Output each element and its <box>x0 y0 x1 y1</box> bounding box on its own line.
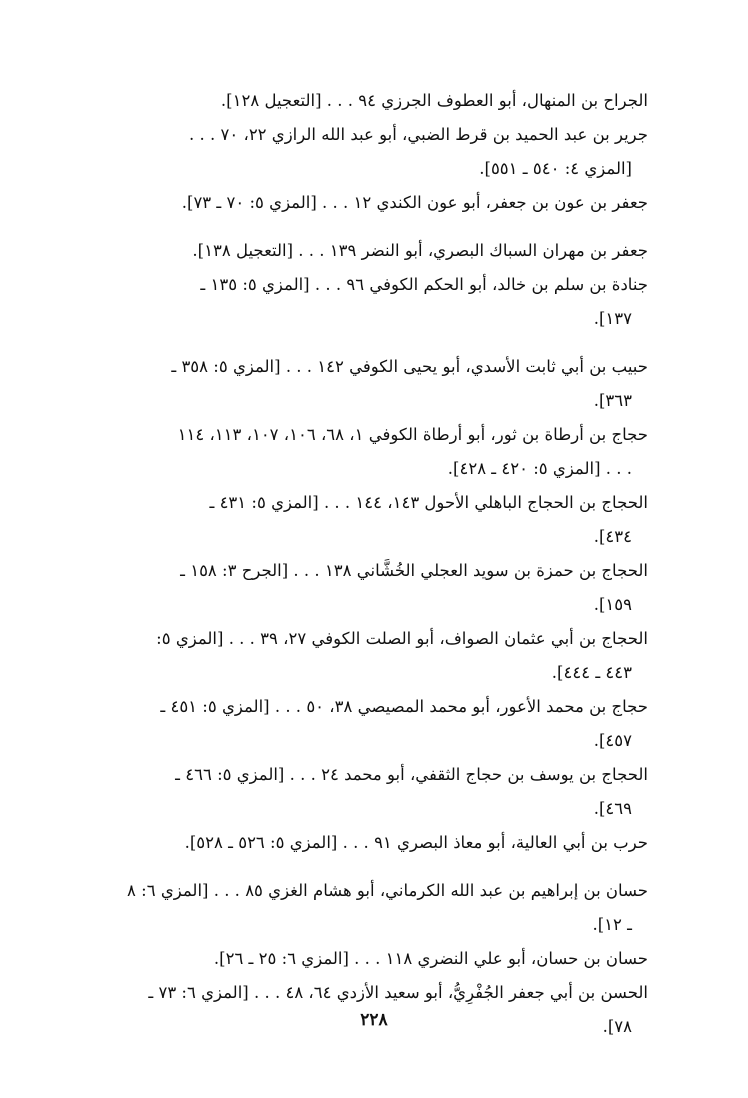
entry-continuation: ١٣٧]. <box>593 309 632 328</box>
entry-text: الجراح بن المنهال، أبو العطوف الجرزي ٩٤ . . . [التعجيل ١٢٨]. <box>220 91 648 110</box>
entry-continuation: ٣٦٣]. <box>593 391 632 410</box>
index-entries <box>88 84 648 1044</box>
spacer <box>88 860 648 874</box>
entry-continuation: ٧٨]. <box>602 1017 632 1036</box>
index-entry <box>88 486 648 554</box>
index-entry <box>88 350 648 418</box>
entry-continuation: ١٥٩]. <box>593 595 632 614</box>
entry-text: الحجاج بن حمزة بن سويد العجلي الخُشَّاني ١٣٨ . . . [الجرح ٣: ١٥٨ ـ <box>180 561 648 580</box>
entry-text: الحجاج بن يوسف بن حجاج الثقفي، أبو محمد ٢٤ . . . [المزي ٥: ٤٦٦ ـ <box>175 765 648 784</box>
page-number: ٢٢٨ <box>360 1010 388 1030</box>
index-entry <box>88 758 648 826</box>
entry-continuation: [المزي ٤: ٥٤٠ ـ ٥٥١]. <box>479 159 632 178</box>
index-entry <box>88 418 648 486</box>
entry-continuation: ٤٥٧]. <box>593 731 632 750</box>
index-entry <box>88 268 648 336</box>
index-entry <box>88 118 648 186</box>
entry-text: حجاج بن محمد الأعور، أبو محمد المصيصي ٣٨، ٥٠ . . . [المزي ٥: ٤٥١ ـ <box>160 697 648 716</box>
entry-text: حسان بن حسان، أبو علي النضري ١١٨ . . . [المزي ٦: ٢٥ ـ ٢٦]. <box>213 949 648 968</box>
index-entry <box>88 826 648 860</box>
index-entry <box>88 186 648 220</box>
index-entry <box>88 84 648 118</box>
entry-continuation: ٤٦٩]. <box>593 799 632 818</box>
entry-text: الحجاج بن الحجاج الباهلي الأحول ١٤٣، ١٤٤ . . . [المزي ٥: ٤٣١ ـ <box>209 493 648 512</box>
index-entry <box>88 942 648 976</box>
index-entry <box>88 554 648 622</box>
index-entry <box>88 234 648 268</box>
entry-continuation: ٤٤٣ ـ ٤٤٤]. <box>551 663 632 682</box>
entry-text: حرب بن أبي العالية، أبو معاذ البصري ٩١ . . . [المزي ٥: ٥٢٦ ـ ٥٢٨]. <box>184 833 648 852</box>
index-entry <box>88 690 648 758</box>
spacer <box>88 336 648 350</box>
entry-continuation: . . . [المزي ٥: ٤٢٠ ـ ٤٢٨]. <box>447 459 632 478</box>
entry-text: حسان بن إبراهيم بن عبد الله الكرماني، أبو هشام الغزي ٨٥ . . . [المزي ٦: ٨ <box>127 881 648 900</box>
entry-continuation: ـ ١٢]. <box>592 915 632 934</box>
entry-continuation: ٤٣٤]. <box>593 527 632 546</box>
entry-text: حجاج بن أرطاة بن ثور، أبو أرطاة الكوفي ١، ٦٨، ١٠٦، ١٠٧، ١١٣، ١١٤ <box>177 425 648 444</box>
spacer <box>88 220 648 234</box>
entry-text: الحسن بن أبي جعفر الجُفْرِيُّ، أبو سعيد الأزدي ٦٤، ٤٨ . . . [المزي ٦: ٧٣ ـ <box>148 983 648 1002</box>
entry-text: جعفر بن مهران السباك البصري، أبو النضر ١٣٩ . . . [التعجيل ١٣٨]. <box>192 241 648 260</box>
index-entry <box>88 622 648 690</box>
index-entry <box>88 874 648 942</box>
entry-text: جرير بن عبد الحميد بن قرط الضبي، أبو عبد الله الرازي ٢٢، ٧٠ . . . <box>189 125 648 144</box>
entry-text: جعفر بن عون بن جعفر، أبو عون الكندي ١٢ . . . [المزي ٥: ٧٠ ـ ٧٣]. <box>181 193 648 212</box>
entry-text: حبيب بن أبي ثابت الأسدي، أبو يحيى الكوفي ١٤٢ . . . [المزي ٥: ٣٥٨ ـ <box>171 357 648 376</box>
entry-text: الحجاج بن أبي عثمان الصواف، أبو الصلت الكوفي ٢٧، ٣٩ . . . [المزي ٥: <box>156 629 648 648</box>
entry-text: جنادة بن سلم بن خالد، أبو الحكم الكوفي ٩٦ . . . [المزي ٥: ١٣٥ ـ <box>200 275 648 294</box>
